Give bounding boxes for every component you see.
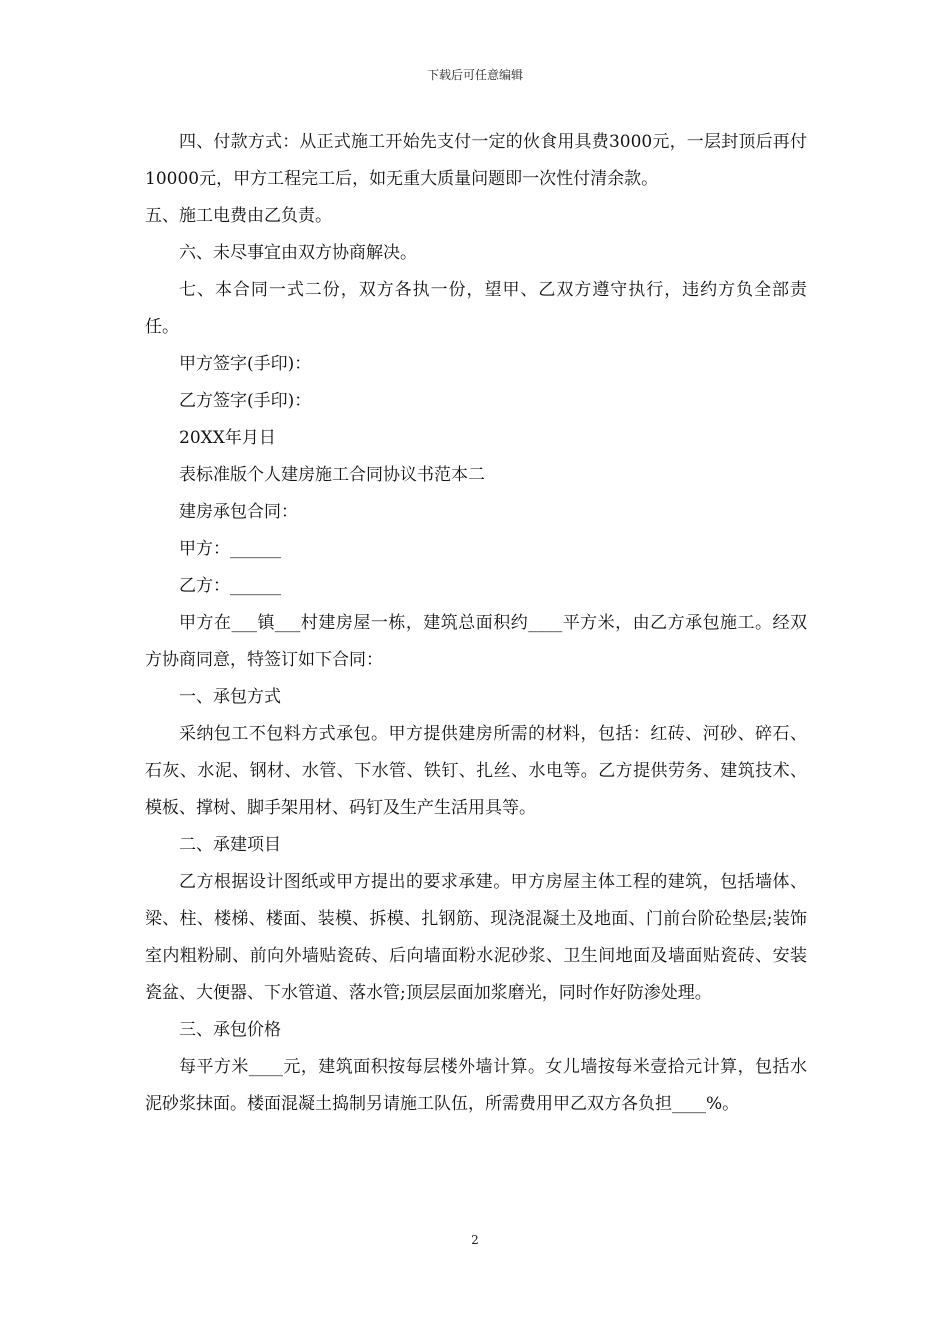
party-a-field: 甲方：______ [179, 539, 281, 559]
paragraph-payment-method: 四、付款方式：从正式施工开始先支付一定的伙食用具费3000元，一层封顶后再付10000元，甲方工程完工后，如无重大质量问题即一次性付清余款。 [145, 132, 807, 189]
heading-construction-items: 二、承建项目 [179, 835, 281, 855]
paragraph-contract-price: 每平方米____元，建筑面积按每层楼外墙计算。女儿墙按每米壹拾元计算，包括水泥砂浆抹面。楼面混凝土捣制另请施工队伍，所需费用甲乙双方各负担____%。 [145, 1057, 807, 1114]
section-title-template-two: 表标准版个人建房施工合同协议书范本二 [179, 465, 485, 485]
paragraph-construction-items: 乙方根据设计图纸或甲方提出的要求承建。甲方房屋主体工程的建筑，包括墙体、梁、柱、楼梯、楼面、装模、拆模、扎钢筋、现浇混凝土及地面、门前台阶砼垫层;装饰室内粗粉刷、前向外墙贴瓷砖、后向墙面粉水泥砂浆、卫生间地面及墙面贴瓷砖、安装瓷盆、大便器、下水管道、落水管;顶层层面加浆磨光，同时作好防渗处理。 [145, 872, 807, 1003]
paragraph-contract-method: 采纳包工不包料方式承包。甲方提供建房所需的材料，包括：红砖、河砂、碎石、石灰、水泥、钢材、水管、下水管、铁钉、扎丝、水电等。乙方提供劳务、建筑技术、模板、撑树、脚手架用材、码钉及生产生活用具等。 [145, 724, 807, 818]
paragraph-negotiation: 六、未尽事宜由双方协商解决。 [179, 243, 417, 263]
party-a-signature: 甲方签字(手印)： [179, 354, 312, 374]
paragraph-intro: 甲方在___镇___村建房屋一栋，建筑总面积约____平方米，由乙方承包施工。经双方协商同意，特签订如下合同： [145, 613, 807, 670]
paragraph-copies: 七、本合同一式二份，双方各执一份，望甲、乙双方遵守执行，违约方负全部责任。 [145, 280, 807, 337]
date-line: 20XX年月日 [179, 428, 276, 448]
heading-contract-price: 三、承包价格 [179, 1020, 281, 1040]
page-header: 下载后可任意编辑 [426, 68, 523, 82]
paragraph-electricity: 五、施工电费由乙负责。 [145, 206, 332, 226]
party-b-field: 乙方：______ [179, 576, 281, 596]
party-b-signature: 乙方签字(手印)： [179, 391, 312, 411]
page-number: 2 [471, 1233, 479, 1247]
document-body [145, 124, 807, 1123]
contract-title: 建房承包合同： [179, 502, 298, 522]
heading-contract-method: 一、承包方式 [179, 687, 281, 707]
